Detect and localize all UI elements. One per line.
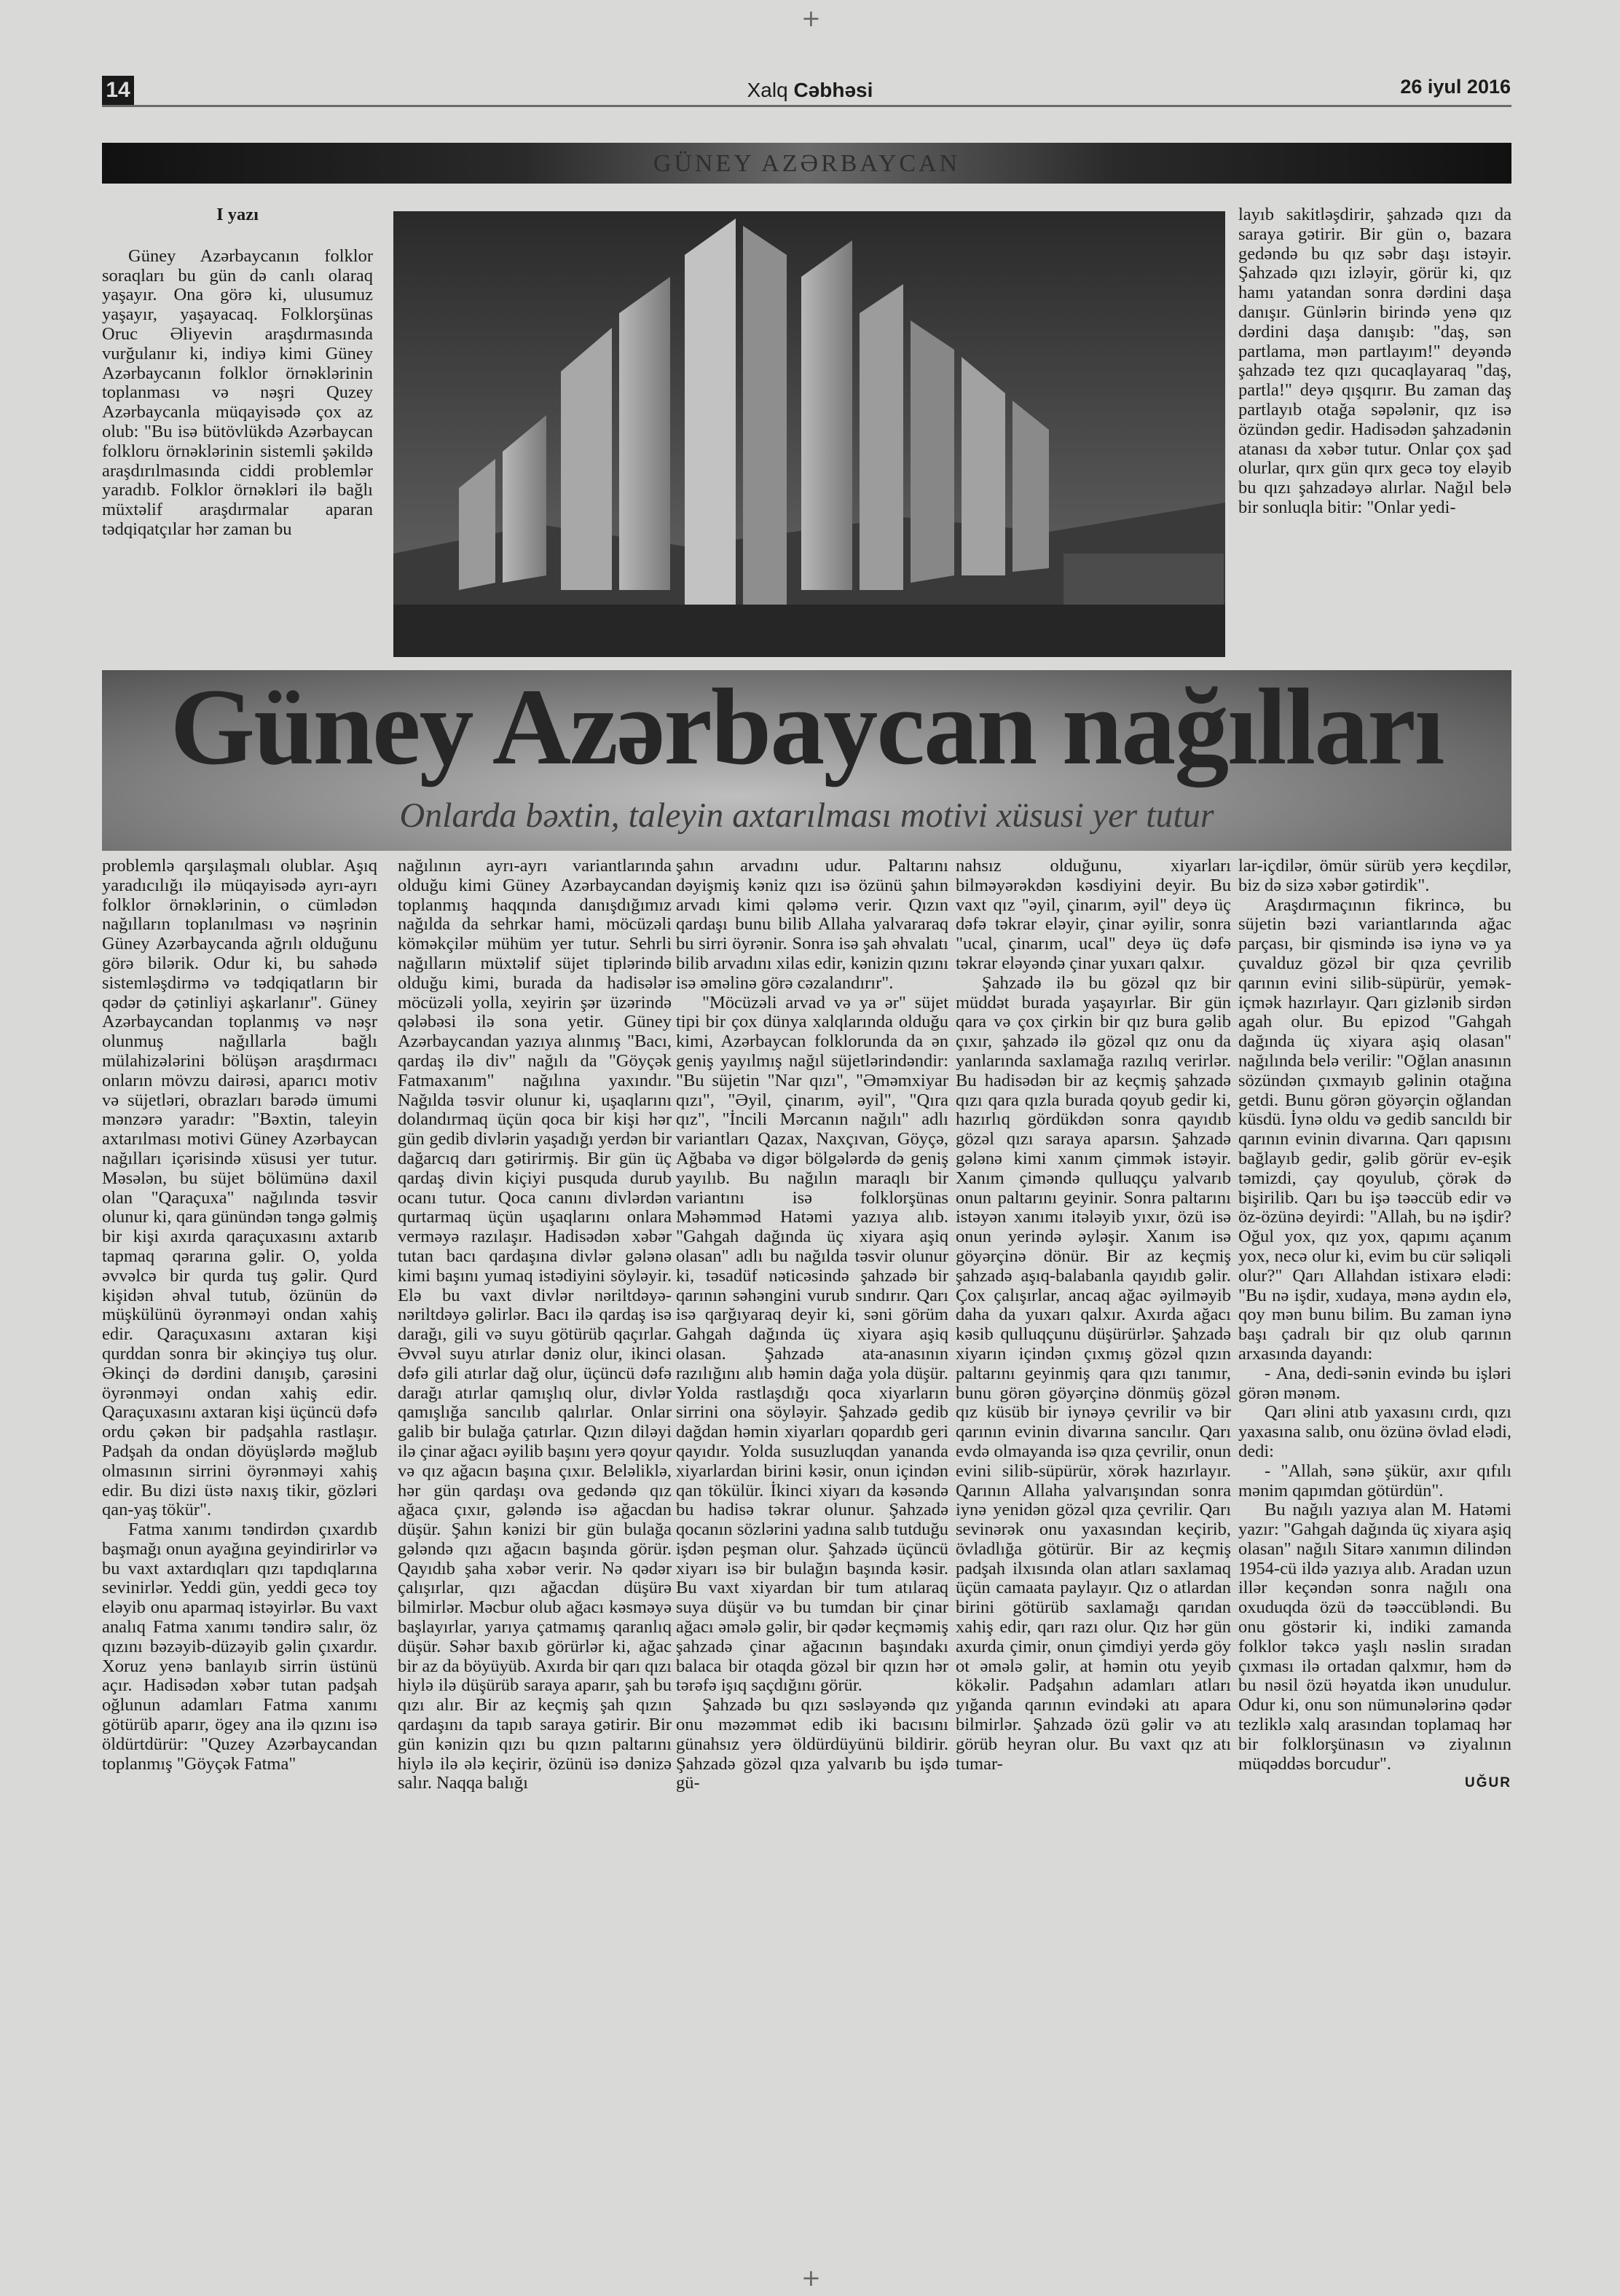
paragraph: problemlə qarşılaşmalı olublar. Aşıq yaradıcılığı ilə müqayisədə ayrı-ayrı folklor örnəklərinin, o cümlədən nağılların toplanılması və nəşrinin Güney Azərbaycanda ağrılı olduğunu görə bilərik. Odur ki, bu sahədə sistemləşdirmə və tədqiqatların bir qədər də çətinliyi aşkarlanır". Güney Azərbaycandan toplanmış və nəşr olunmuş nağıllarla bağlı mülahizələrini bölüşən araşdırmacı onların mövzu dairəsi, aparıcı motiv və süjetləri, obrazları barədə ümumi mənzərə yaradır: "Bəxtin, taleyin axtarılması motivi Güney Azərbaycan nağılları içərisində xüsusi yer tutur. Məsələn, bu süjet bölümünə daxil olan "Qaraçuxa" nağılında təsvir olunur ki, qara günündən təngə gəlmiş bir kişi axırda qaraçuxasını axtarıb tapmaq qərarına gəlir. O, yolda əvvəlcə bir qurda tuş gəlir. Qurd kişidən əhval tutub, özünün də müşkülünü öyrənməyi ondan xahiş edir. Qaraçuxasını axtaran kişi qurddan sonra bir əkinçiyə tuş olur. Əkinçi də dərdini danışıb, çarəsini öyrənməyi ondan xahiş edir. Qaraçuxasını axtaran kişi üçüncü dəfə ordu çəkən bir padşahla rastlaşır. Padşah da ondan döyüşlərdə məğlub olmasının sirrini öyrənməyi xahiş edir. Bu dizi üstə naxış tikir, gözləri qan-yaş tökür". bbox=[102, 857, 377, 1520]
paragraph: nahsız olduğunu, xiyarları bilməyərəkdən kəsdiyini deyir. Bu vaxt qız "əyil, çinarım, əyil" deyə üç dəfə təkrar eləyir, çinar əyilir, sonra "ucal, çinarım, ucal" deyə üç dəfə təkrar eləyəndə çinar yuxarı qalxır. bbox=[956, 857, 1231, 973]
paragraph: Bu nağılı yazıya alan M. Hatəmi yazır: "Gahgah dağında üç xiyara aşiq olasan" nağılı Sitarə xanımın dilindən 1954-cü ildə yazıya alıb. Aradan uzun illər keçəndən sonra nağılı ona oxuduqda özü də təəccübləndi. Bu onu göstərir ki, indiki zamanda folklor təkcə yaşlı nəslin sıradan çıxması ilə ortadan qalxmır, həm də bu nəsil özü həyatda ikən unudulur. Odur ki, onu son nümunələrinə qədər tezliklə xalq arasından toplamaq hər bir folklorşünasın və ziyalının müqəddəs borcudur". bbox=[1238, 1500, 1511, 1774]
monument-photo bbox=[393, 211, 1225, 657]
paragraph: "Möcüzəli arvad və ya ər" süjet tipi bir çox dünya xalqlarında olduğu kimi, Azərbaycan folklorunda da ən geniş yayılmış nağıl süjetlərindəndir: "Bu süjetin "Nar qızı", "Əməmxiyar qızı", "Əyil, çinarım, əyil", "Qıra qız", "İncili Mərcanın nağılı" adlı variantları Qazax, Naxçıvan, Göyçə, Ağbaba və digər bölgələrdə də geniş yayılıb. Bu nağılın maraqlı bir variantını isə folklorşünas Məhəmməd Hatəmi yazıya alıb. "Gahgah dağında üç xiyara aşiq olasan" adlı bu nağılda təsvir olunur ki, təsadüf nəticəsində şahzadə bir qarının səhəngini vurub sındırır. Qarı isə qarğıyaraq deyir ki, səni görüm Gahgah dağında üç xiyara aşiq olasan. Şahzadə ata-anasının razılığını alıb həmin dağa yola düşür. Yolda rastlaşdığı qoca xiyarların sirrini ona söyləyir. Şahzadə gedib dağdan həmin xiyarları qopardıb geri qayıdır. Yolda susuzluqdan yananda xiyarlardan birini kəsir, onun içindən qan tökülür. İkinci xiyarı da kəsəndə bu hadisə təkrar olunur. Şahzadə qocanın sözlərini yadına salıb tutduğu işdən peşman olur. Şahzadə üçüncü xiyarı isə bir bulağın başında kəsir. Bu vaxt xiyardan bir tum atılaraq suya düşür və bu tumdan bir çinar ağacı əmələ gəlir, bir qədər keçməmiş şahzadə çinar ağacının başındakı balaca bir otaqda gözəl bir qızın hər tərəfə işıq saçdığını görür. bbox=[676, 992, 948, 1696]
section-title: GÜNEY AZƏRBAYCAN bbox=[653, 150, 961, 177]
newspaper-name bbox=[0, 79, 1620, 102]
right-column bbox=[1238, 205, 1511, 657]
article-subheadline: Onlarda bəxtin, taleyin axtarılması motivi xüsusi yer tutur bbox=[399, 796, 1214, 835]
part-heading: I yazı bbox=[216, 205, 259, 224]
paragraph: şahın arvadını udur. Paltarını dəyişmiş kəniz qızı isə özünü şahın arvadı kimi qələmə verir. Qızın qardaşı bunu bilib Allaha yalvararaq bu sirri öyrənir. Sonra isə şah əhvalatı bilib arvadını xilas edir, kənizin qızını isə əməlinə görə cəzalandırır". bbox=[676, 857, 948, 993]
newspaper-name-light: Xalq bbox=[747, 79, 794, 101]
article-column-1 bbox=[102, 857, 377, 2248]
issue-date: 26 iyul 2016 bbox=[1400, 76, 1511, 98]
paragraph: Fatma xanımı təndirdən çıxardıb başmağı onun ayağına geyindirirlər və bu vaxt axtardıqları qızı tapdıqlarına sevinirlər. Yeddi gün, yeddi gecə toy eləyib onu aparmaq istəyirlər. Bu vaxt analıq Fatma xanımı təndirə salır, öz qızını bəzəyib-düzəyib gəlin çıxardır. Xoruz yenə banlayıb sirrin üstünü açır. Hadisədən xəbər tutan padşah oğlunun adamları Fatma xanımı götürüb aparır, ögey ana ilə qızını isə öldürtdürür: "Quzey Azərbaycandan toplanmış "Göyçək Fatma" bbox=[102, 1519, 377, 1774]
paragraph: Şahzadə bu qızı səsləyəndə qız onu məzəmmət edib iki bacısını günahsız yerə öldürdüyünü bildirir. Şahzadə gözəl qıza yalvarıb bu işdə gü- bbox=[676, 1695, 948, 1793]
paragraph: nağılının ayrı-ayrı variantlarında olduğu kimi Güney Azərbaycandan toplanmış haqqında danışdığımız nağılda da sehrkar hami, möcüzəli köməkçilər mühüm yer tutur. Sehrli nağılların müxtəlif süjet tiplərində olduğu kimi, burada da hadisələr möcüzəli yolla, xeyirin şər üzərində qələbəsi ilə sona yetir. Güney Azərbaycandan yazıya alınmış "Bacı, qardaş ilə div" nağılı da "Göyçək Fatmaxanım" nağılına yaxındır. Nağılda təsvir olunur ki, uşaqlarını dolandırmaq üçün qoca bir kişi hər gün gedib divlərin yaşadığı yerdən bir dağarcıq darı gətirirmiş. Bir gün üç qardaş divin kiçiyi pusquda durub ocanı tutur. Qoca canını divlərdən qurtarmaq üçün uşaqlarını onlara verməyə razılaşır. Hadisədən xəbər tutan bacı qardaşına divlər gələnə kimi başını yumaq istədiyini söyləyir. Elə bu vaxt divlər nəriltdəyə-nəriltdəyə gəlirlər. Bacı ilə qardaş isə darağı, gili və suyu götürüb qaçırlar. Əvvəl suyu atırlar dəniz olur, ikinci dəfə gili atırlar dağ olur, üçüncü dəfə darağı atırlar qamışlıq olur, divlər qamışlığa sancılıb qalırlar. Onlar galib bir bulağa çatırlar. Qızın diləyi ilə çinar ağacı əyilib başını yerə qoyur və qız ağacın başına çıxır. Beləliklə, hər gün qardaşı ova gedəndə qız ağaca çıxır, gələndə isə ağacdan düşür. Şahın kənizi bir gün bulağa gələndə qızı ağacın başında görür. Qayıdıb şaha xəbər verir. Nə qədər çalışırlar, qızı ağacdan düşürə bilmirlər. Məcbur olub ağacı kəsməyə başlayırlar, yarıya çatmamış qaranlıq düşür. Səhər baxıb görürlər ki, ağac bir az da böyüyüb. Axırda bir qarı qızı hiylə ilə düşürüb saraya aparır, şah bu qızı alır. Bir az keçmiş şah qızın qardaşını da tapıb saraya gətirir. Bir gün kənizin qızı bu qızın paltarını hiylə ilə ələ keçirir, özünü isə dənizə salır. Naqqa balığı bbox=[398, 857, 672, 1793]
article-column-5 bbox=[1238, 857, 1511, 2248]
paragraph: lar-içdilər, ömür sürüb yerə keçdilər, biz də sizə xəbər gətirdik". bbox=[1238, 857, 1511, 895]
author-signature: UĞUR bbox=[1465, 1775, 1511, 1791]
right-column-paragraph: layıb sakitləşdirir, şahzadə qızı da saraya gətirir. Bir gün o, bazara gedəndə bu qız səbr daşı istəyir. Şahzadə qızı izləyir, görür ki, qız hamı yatandan sonra dərdini daşa danışır. Günlərin birində yenə qız dərdini daşa danışıb: "daş, sən partlama, mən partlayım!" deyəndə şahzadə tez qızı qucaqlayaraq "daş, partla!" deyə qışqırır. Bu zaman daş partlayıb otağa səpələnir, qız isə özündən gedir. Hadisədən şahzadənin atanası da xəbər tutur. Onlar çox şad olurlar, qırx gün qırx gecə toy eləyib bu qızı şahzadəyə alırlar. Nağıl belə bir sonluqla bitir: "Onlar yedi- bbox=[1238, 205, 1511, 517]
crop-mark-bottom: + bbox=[801, 2264, 821, 2292]
intro-paragraph: Güney Azərbaycanın folklor soraqları bu gün də canlı olaraq yaşayır. Ona görə ki, ulusumuz yaşayır, yaşayacaq. Folklorşünas Oruc Əliyevin araşdırmasında vurğulanır ki, indiyə kimi Güney Azərbaycanın folklor örnəklərinin toplanması və nəşri Quzey Azərbaycanla müqayisədə çox az olub: "Bu isə bütövlükdə Azərbaycan folkloru örnəklərinin sistemli şəkildə araşdırılmasında ciddi problemlər yaradıb. Folklor örnəkləri ilə bağlı müxtəlif araşdırmalar aparan tədqiqatçılar hər zaman bu bbox=[102, 245, 373, 539]
intro-column bbox=[102, 205, 373, 657]
section-banner bbox=[102, 143, 1511, 184]
headline-box bbox=[102, 670, 1511, 851]
page-number: 14 bbox=[102, 76, 134, 105]
newspaper-name-bold: Cəbhəsi bbox=[793, 79, 873, 101]
paragraph: - "Allah, sənə şükür, axır qıfılı mənim qapımdan götürdün". bbox=[1238, 1460, 1511, 1501]
paragraph: Şahzadə ilə bu gözəl qız bir müddət burada yaşayırlar. Bir gün qara və çox çirkin bir qız bura gəlib çıxır, şahzadə ilə gözəl qız onu da yanlarında saxlamağa razılıq verirlər. Bu hadisədən bir az keçmiş şahzadə qızı qara qızla burada qoyub gedir ki, hazırlıq gördükdən sonra qayıdıb gözəl qızı saraya aparsın. Şahzadə gələnə kimi xanım çimmək istəyir. Xanım çiməndə qulluqçu yalvarıb onun paltarını geyinir. Sonra paltarını istəyən xanımı itələyib yıxır, özü isə onun yerində əyləşir. Xanım isə göyərçinə dönür. Bir az keçmiş şahzadə aşıq-balabanla qayıdıb gəlir. Çox çalışırlar, ancaq ağac əyilməyib daha da yuxarı qalxır. Axırda ağacı kəsib qulluqçunu düşürürlər. Şahzadə xiyarın içindən çıxmış gözəl qızın paltarını geyinmiş qara qızı tanımır, bunu görən göyərçinə dönmüş gözəl qız küsüb bir iynəyə çevrilir və bir qarının evinin divarına sancılır. Qarı evdə olmayanda isə qıza çevrilir, onun evini silib-süpürür, xörək hazırlayır. Qarının Allaha yalvarışından sonra iynə yenidən gözəl qıza çevrilir. Qarı sevinərək onu yaxasından keçirib, övladlığa götürür. Bir az keçmiş padşah ilxısında olan atları saxlamaq üçün camaata paylayır. Qız o atlardan birini götürüb saxlamağı qarıdan xahiş edir, qarı razı olur. Qız hər gün axurda çimir, onun çimdiyi yerdə göy ot əmələ gəlir, at həmin otu yeyib kökəlir. Padşahın adamları atları yığanda qarının evindəki atı apara bilmirlər. Şahzadə özü gəlir və atı görüb heyran olur. Bu vaxt qız atı tumar- bbox=[956, 972, 1231, 1774]
paragraph: Qarı əlini atıb yaxasını cırdı, qızı yaxasına salıb, onu özünə övlad elədi, dedi: bbox=[1238, 1402, 1511, 1461]
monument-image bbox=[393, 211, 1225, 657]
paragraph: - Ana, dedi-sənin evində bu işləri görən mənəm. bbox=[1238, 1363, 1511, 1403]
article-column-3 bbox=[676, 857, 948, 2248]
paragraph: Araşdırmaçının fikrincə, bu süjetin bəzi variantlarında ağac parçası, bir qismində isə iynə və ya çuvalduz gözəl bir qıza çevrilib qarının evini silib-süpürür, yemək-içmək hazırlayır. Qarı gizlənib sirdən agah olur. Bu epizod "Gahgah dağında üç xiyara aşiq olasan" nağılında belə verilir: "Oğlan anasının sözündən çıxmayıb gəlinin otağına getdi. Bunu görən göyərçin oğlandan küsdü. İynə oldu və gedib sancıldı bir qarının evinin divarına. Qarı qapısını bağlayıb gedir, gəlib görür ev-eşik təmizdi, çay qoyulub, çörək də bişirilib. Qarı bu işə təəccüb edir və öz-özünə deyirdi: "Allah, bu nə işdir? Oğul yox, qız yox, qapımı açanım yox, necə olur ki, evim bu cür səliqəli olur?" Qarı Allahdan istixarə elədi: "Bu nə işdir, xudaya, mənə aydın elə, qoy mən bunu bilim. Bu zaman iynə başı çadralı bir qız olub qarının arxasında dayandı: bbox=[1238, 895, 1511, 1364]
article-column-4 bbox=[956, 857, 1231, 2248]
header-divider bbox=[102, 105, 1511, 107]
crop-mark: + bbox=[801, 4, 821, 32]
article-column-2 bbox=[398, 857, 672, 2248]
article-headline: Güney Azərbaycan nağılları bbox=[170, 670, 1444, 787]
